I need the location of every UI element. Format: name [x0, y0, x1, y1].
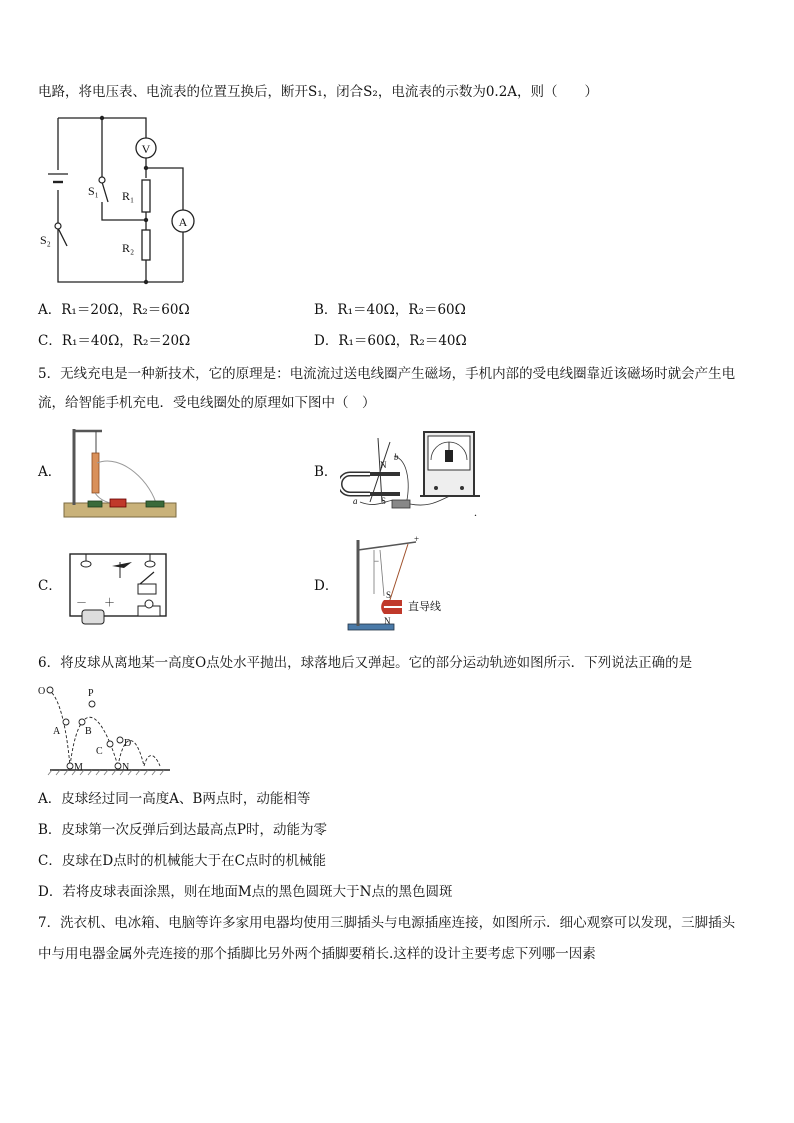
ball-trajectory-figure	[36, 682, 176, 776]
fig-d-plus: +	[414, 534, 420, 544]
fig-d-wire-label: 直导线	[408, 601, 441, 613]
r2-label: R₂	[122, 241, 135, 255]
q6-option-b[interactable]: B．皮球第一次反弹后到达最高点P时，动能为零	[38, 822, 328, 838]
q5-figure-b	[340, 430, 485, 520]
q7-stem-line1: 7．洗衣机、电冰箱、电脑等许多家用电器均使用三脚插头与电源插座连接，如图所示．细心观察可以发现，三脚插头	[38, 915, 736, 931]
fig-d-minus: −	[374, 556, 380, 566]
label-m: M	[74, 762, 83, 773]
fig-b-a-label: a	[353, 496, 358, 506]
ammeter-label: A	[178, 215, 188, 229]
fig-b-period: .	[474, 505, 477, 519]
label-c: C	[96, 746, 103, 757]
fig-d-n-label: N	[384, 616, 391, 626]
q7-stem-line2: 中与用电器金属外壳连接的那个插脚比另外两个插脚要稍长.这样的设计主要考虑下列哪一因素	[38, 946, 596, 962]
voltmeter-label: V	[141, 142, 151, 156]
q5-stem-line2: 流，给智能手机充电．受电线圈处的原理如下图中（ ）	[38, 395, 376, 411]
fig-d-s-label: S	[386, 590, 392, 600]
q5-figure-a	[62, 423, 180, 521]
label-n: N	[122, 762, 130, 773]
label-a: A	[53, 726, 61, 737]
q4-option-c[interactable]: C．R₁＝40Ω，R₂＝20Ω	[38, 333, 191, 349]
label-d: D	[124, 738, 132, 749]
ball-point-a	[63, 719, 69, 725]
ball-point-p	[89, 701, 95, 707]
q5-option-c[interactable]: C．	[38, 578, 62, 594]
q6-option-d[interactable]: D．若将皮球表面涂黑，则在地面M点的黑色圆斑大于N点的黑色圆斑	[38, 884, 453, 900]
r1-label: R₁	[122, 189, 135, 203]
q5-figure-c	[62, 548, 174, 630]
label-p: P	[88, 688, 94, 699]
fig-c-minus: －	[76, 597, 87, 609]
s1-label: S₁	[88, 184, 99, 198]
q4-option-a[interactable]: A．R₁＝20Ω，R₂＝60Ω	[38, 302, 190, 318]
ball-point-n	[115, 763, 121, 769]
ball-point-o	[47, 687, 53, 693]
label-b: B	[85, 726, 92, 737]
circuit-diagram	[38, 110, 198, 290]
ball-point-m	[67, 763, 73, 769]
q5-option-b[interactable]: B．	[314, 464, 338, 480]
q5-stem-line1: 5．无线充电是一种新技术，它的原理是：电流流过送电线圈产生磁场，手机内部的受电线圈靠近该磁场时就会产生电	[38, 366, 736, 382]
fig-b-b-label: b	[394, 452, 399, 462]
fig-b-n-label: N	[380, 460, 387, 470]
ball-point-c	[107, 741, 113, 747]
label-o: O	[38, 686, 46, 697]
fig-c-plus: ＋	[104, 597, 115, 609]
fig-b-s-label: S	[381, 496, 387, 506]
q4-stem-text: 电路，将电压表、电流表的位置互换后，断开S₁，闭合S₂，电流表的示数为0.2A，则（ ）	[38, 84, 599, 100]
q4-option-b[interactable]: B．R₁＝40Ω，R₂＝60Ω	[314, 302, 466, 318]
s2-label: S₂	[40, 233, 51, 247]
q6-option-a[interactable]: A．皮球经过同一高度A、B两点时，动能相等	[38, 791, 311, 807]
ball-point-b	[79, 719, 85, 725]
q5-option-d[interactable]: D．	[314, 578, 339, 594]
q6-stem: 6．将皮球从离地某一高度O点处水平抛出，球落地后又弹起。它的部分运动轨迹如图所示．下列说法正确的是	[38, 655, 693, 671]
q4-option-d[interactable]: D．R₁＝60Ω，R₂＝40Ω	[314, 333, 467, 349]
q5-option-a[interactable]: A．	[38, 464, 62, 480]
q6-option-c[interactable]: C．皮球在D点时的机械能大于在C点时的机械能	[38, 853, 326, 869]
q5-figure-d	[344, 534, 456, 634]
ball-point-d	[117, 737, 123, 743]
